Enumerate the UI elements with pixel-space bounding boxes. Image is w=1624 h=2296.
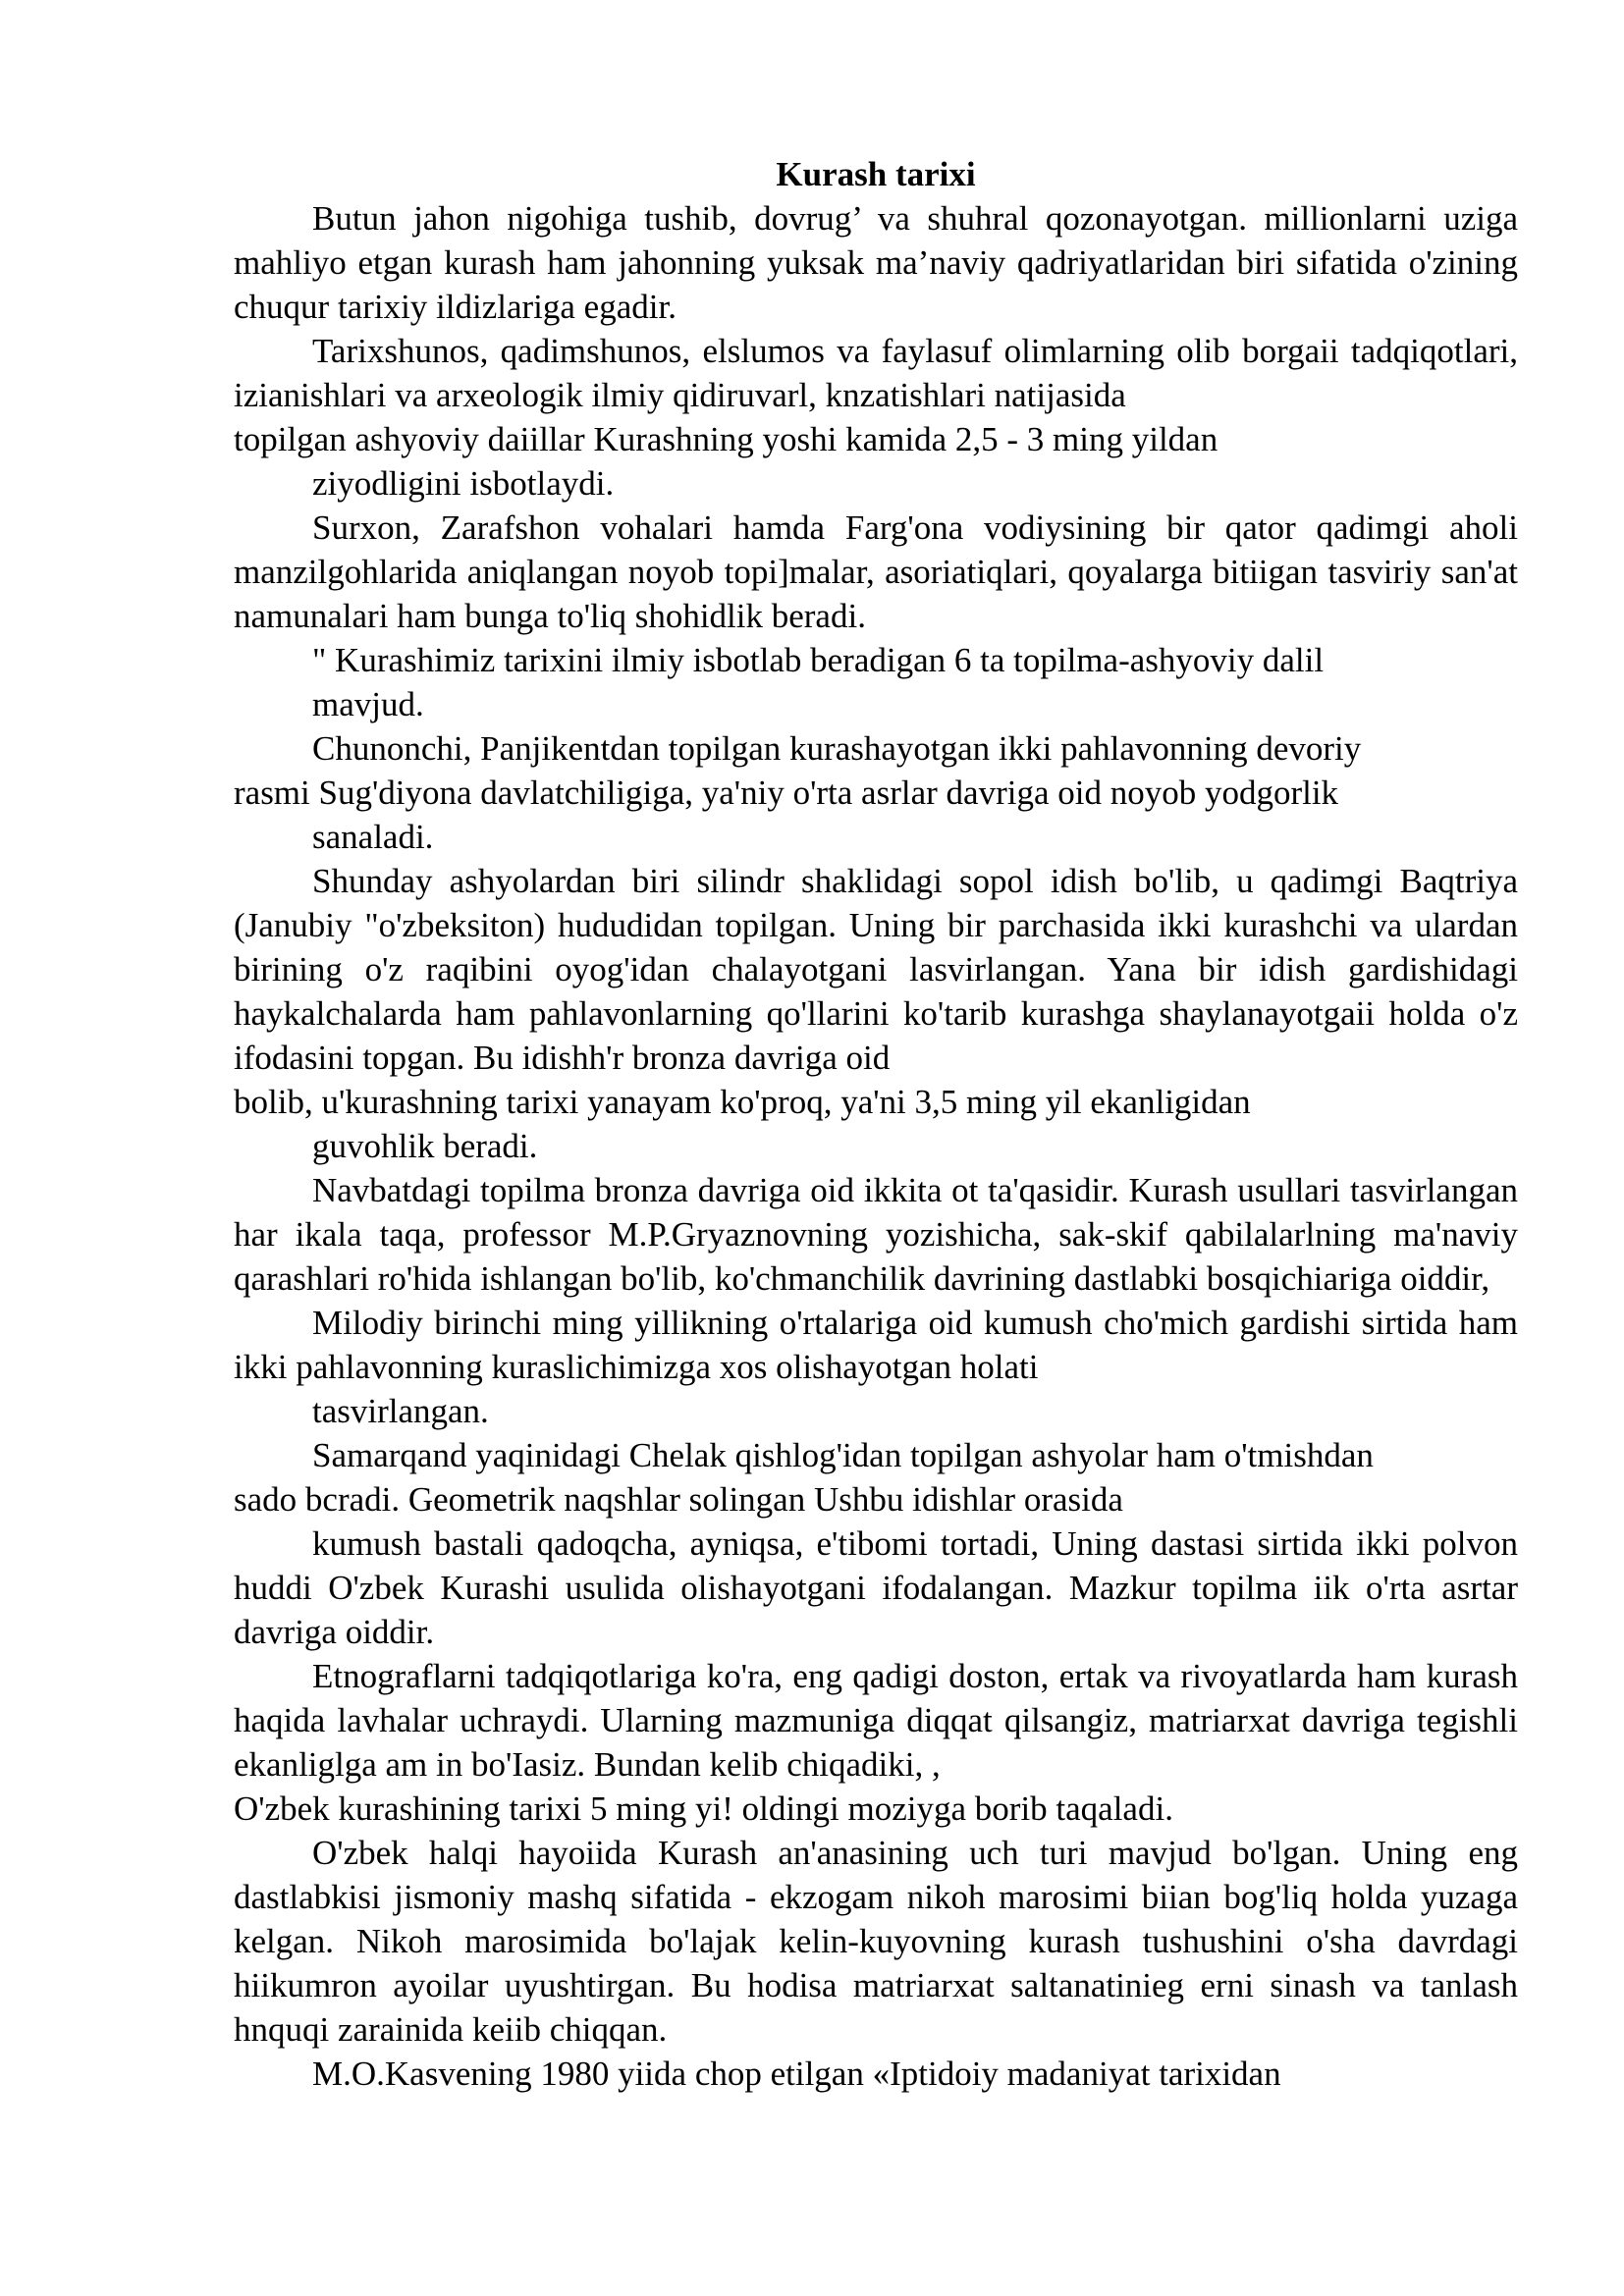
- paragraph: Tarixshunos, qadimshunos, elslumos va faylasuf olimlarning olib borgaii tadqiqotlari, izianishlari va arxeologik ilmiy qidiruvarl, knzatishlari natijasida: [234, 332, 1518, 414]
- paragraph: bolib, u'kurashning tarixi yanayam ko'proq, ya'ni 3,5 ming yil ekanligidan: [234, 1083, 1251, 1121]
- paragraph: kumush bastali qadoqcha, ayniqsa, e'tibomi tortadi, Uning dastasi sirtida ikki polvon huddi O'zbek Kurashi usulida olishayotgani ifodalangan. Mazkur topilma iik o'rta asrtar davriga oiddir.: [234, 1524, 1518, 1651]
- paragraph: M.O.Kasvening 1980 yiida chop etilgan «Iptidoiy madaniyat tarixidan: [312, 2055, 1281, 2093]
- paragraph: tasvirlangan.: [312, 1392, 489, 1430]
- paragraph: Chunonchi, Panjikentdan topilgan kurashayotgan ikki pahlavonning devoriy: [312, 729, 1362, 768]
- paragraph: Butun jahon nigohiga tushib, dovrug’ va shuhral qozonayotgan. millionlarni uziga mahliyo etgan kurash ham jahonning yuksak ma’naviy qadriyatlaridan biri sifatida o'zining chuqur tarixiy ildizlariga egadir.: [234, 199, 1518, 326]
- paragraph: O'zbek kurashining tarixi 5 ming yi! oldingi moziyga borib taqaladi.: [234, 1789, 1173, 1828]
- paragraph: O'zbek halqi hayoiida Kurash an'anasining uch turi mavjud bo'lgan. Uning eng dastlabkisi jismoniy mashq sifatida - ekzogam nikoh marosimi biian bog'liq holda yuzaga kelgan. Nikoh marosimida bo'lajak kelin-kuyovning kurash tushushini o'sha davrdagi hiikumron ayoilar uyushtirgan. Bu hodisa matriarxat saltanatinieg erni sinash va tanlash hnquqi zarainida keiib chiqqan.: [234, 1834, 1518, 2049]
- paragraph: Milodiy birinchi ming yillikning o'rtalariga oid kumush cho'mich gardishi sirtida ham ikki pahlavonning kuraslichimizga xos olishayotgan holati: [234, 1304, 1518, 1386]
- paragraph: rasmi Sug'diyona davlatchiligiga, ya'niy o'rta asrlar davriga oid noyob yodgorlik: [234, 774, 1339, 812]
- paragraph: sado bcradi. Geometrik naqshlar solingan Ushbu idishlar orasida: [234, 1480, 1123, 1519]
- document-body: [234, 196, 1518, 2096]
- paragraph: Shunday ashyolardan biri silindr shaklidagi sopol idish bo'lib, u qadimgi Baqtriya (Janubiy "o'zbeksiton) hududidan topilgan. Uning bir parchasida ikki kurashchi va ulardan birining o'z raqibini oyog'idan chalayotgani lasvirlangan. Yana bir idish gardishidagi haykalchalarda ham pahlavonlarning qo'llarini ko'tarib kurashga shaylanayotgaii holda o'z ifodasini topgan. Bu idishh'r bronza davriga oid: [234, 862, 1518, 1077]
- document-page: [234, 152, 1518, 2096]
- paragraph: Samarqand yaqinidagi Chelak qishlog'idan topilgan ashyolar ham o'tmishdan: [312, 1436, 1374, 1474]
- paragraph: mavjud.: [312, 685, 424, 723]
- paragraph: sanaladi.: [312, 818, 434, 856]
- document-title: Kurash tarixi: [776, 155, 976, 193]
- paragraph: ziyodligini isbotlaydi.: [312, 464, 615, 503]
- paragraph: guvohlik beradi.: [312, 1127, 538, 1165]
- paragraph: Navbatdagi topilma bronza davriga oid ikkita ot ta'qasidir. Kurash usullari tasvirlangan har ikala taqa, professor M.P.Gryaznovning yozishicha, sak-skif qabilalarlning ma'naviy qarashlari ro'hida ishlangan bo'lib, ko'chmanchilik davrining dastlabki bosqichiariga oiddir,: [234, 1171, 1518, 1298]
- paragraph: Surxon, Zarafshon vohalari hamda Farg'ona vodiysining bir qator qadimgi aholi manzilgohlarida aniqlangan noyob topi]malar, asoriatiqlari, qoyalarga bitiigan tasviriy san'at namunalari ham bunga to'liq shohidlik beradi.: [234, 508, 1518, 635]
- paragraph: topilgan ashyoviy daiillar Kurashning yoshi kamida 2,5 - 3 ming yildan: [234, 420, 1218, 458]
- paragraph: Etnograflarni tadqiqotlariga ko'ra, eng qadigi doston, ertak va rivoyatlarda ham kurash haqida lavhalar uchraydi. Ularning mazmuniga diqqat qilsangiz, matriarxat davriga tegishli ekanliglga am in bo'Iasiz. Bundan kelib chiqadiki, ,: [234, 1657, 1518, 1784]
- paragraph: " Kurashimiz tarixini ilmiy isbotlab beradigan 6 ta topilma-ashyoviy dalil: [312, 641, 1325, 679]
